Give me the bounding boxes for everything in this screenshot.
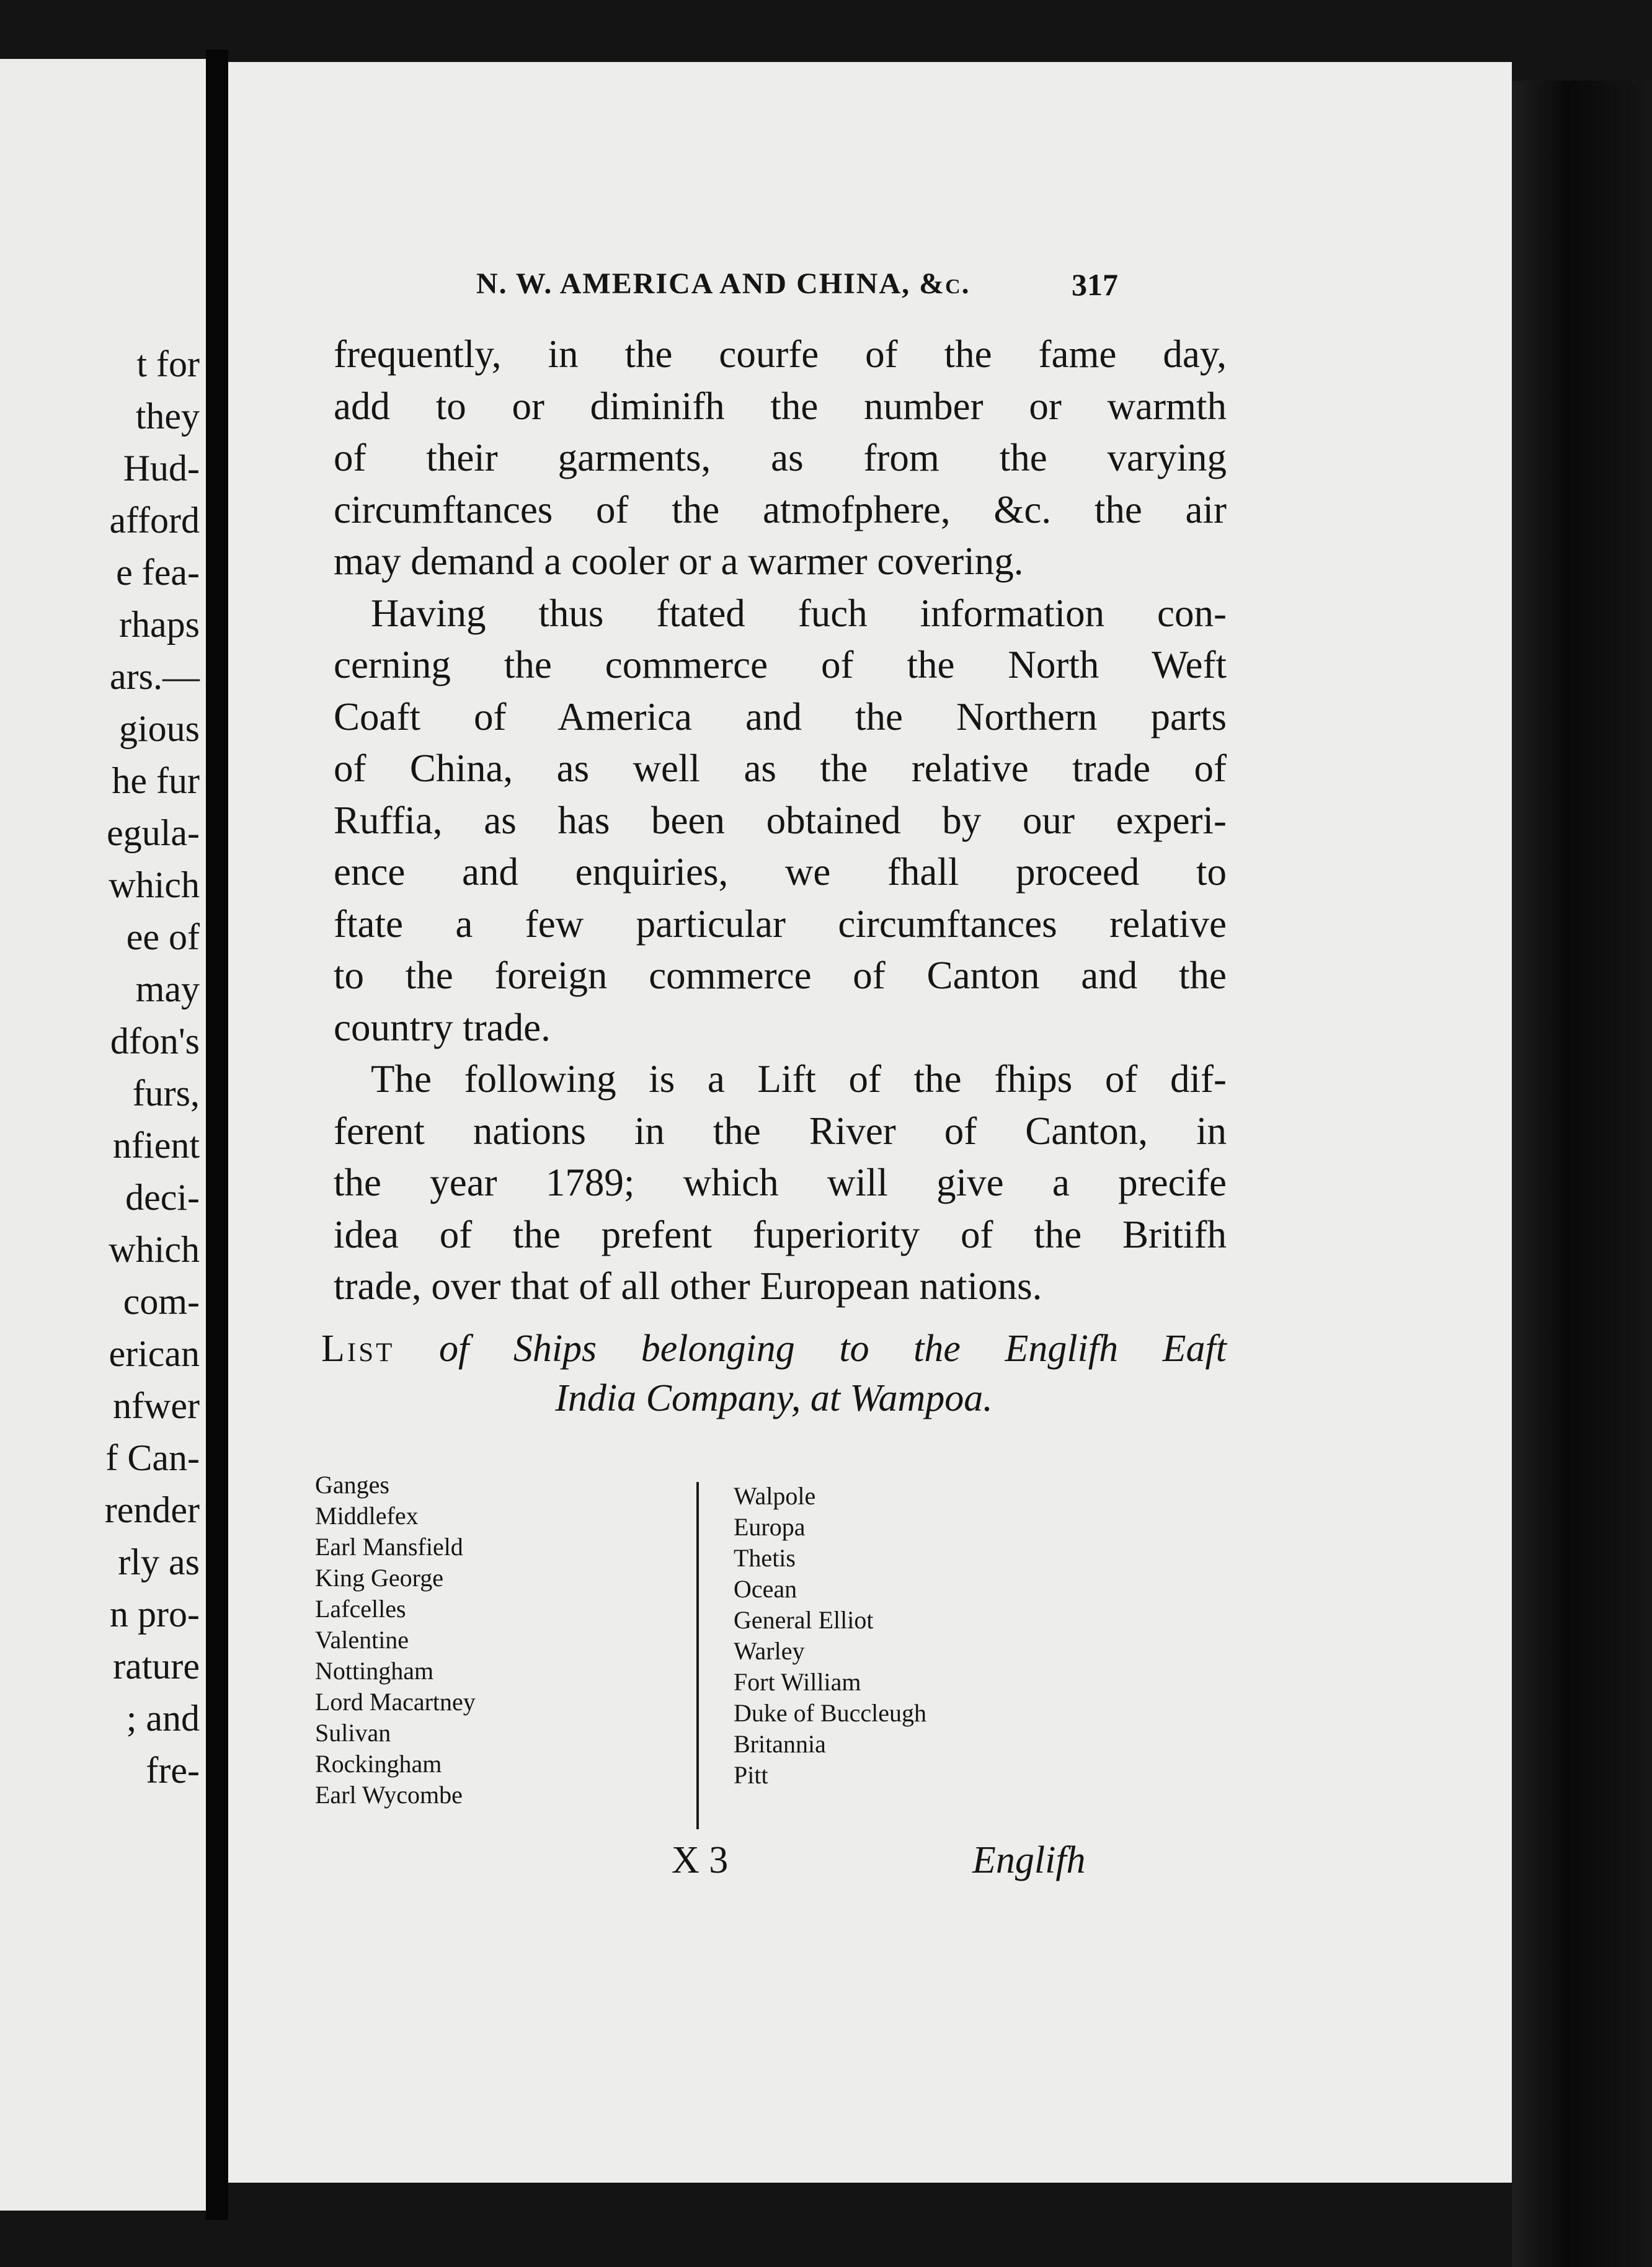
signature-mark: X 3 — [672, 1839, 729, 1881]
body-line: The following is a Lift of the fhips of dif- — [371, 1057, 1227, 1101]
page-edge-shadow — [1512, 81, 1652, 2267]
list-heading — [321, 1324, 1227, 1423]
left-page-line: f Can- — [105, 1437, 200, 1478]
body-line: of China, as well as the relative trade of — [334, 747, 1227, 790]
left-page-line: nfient — [113, 1125, 200, 1166]
body-line: circumftances of the atmofphere, &c. the air — [334, 487, 1227, 531]
ship-name: King George — [315, 1564, 443, 1592]
ship-name: Ganges — [315, 1471, 389, 1499]
left-page-line: which — [109, 864, 200, 905]
left-page-line: ee of — [126, 916, 200, 957]
body-line: country trade. — [334, 1005, 551, 1049]
left-page-line: ; and — [126, 1698, 200, 1739]
left-page-line: rly as — [118, 1542, 200, 1582]
ship-name: Britannia — [734, 1730, 826, 1758]
left-page-line: deci- — [125, 1177, 200, 1218]
body-line: trade, over that of all other European nations. — [334, 1264, 1042, 1308]
body-line: may demand a cooler or a warmer covering. — [334, 539, 1024, 583]
left-page-line: nfwer — [113, 1385, 200, 1426]
body-line: cerning the commerce of the North Weft — [334, 643, 1227, 686]
body-line: Having thus ftated fuch information con- — [371, 591, 1227, 635]
ship-name: Lafcelles — [315, 1595, 406, 1623]
left-page-line: fre- — [146, 1750, 200, 1791]
left-page-line: they — [135, 396, 200, 437]
ship-name: Fort William — [734, 1668, 861, 1696]
ship-name: Earl Wycombe — [315, 1781, 463, 1809]
ship-name: Nottingham — [315, 1657, 434, 1685]
ship-list-left — [315, 1470, 662, 1811]
ship-name: Sulivan — [315, 1719, 391, 1747]
body-line: ence and enquiries, we fhall proceed to — [334, 850, 1227, 894]
ship-name: Rockingham — [315, 1750, 442, 1778]
catchword: Englifh — [972, 1839, 1086, 1881]
left-page-line: gious — [118, 708, 200, 749]
left-page-fragment — [0, 59, 206, 2211]
ship-name: Lord Macartney — [315, 1688, 476, 1716]
ship-name: Thetis — [734, 1544, 796, 1572]
left-page-line: which — [109, 1229, 200, 1270]
body-text — [334, 329, 1227, 1313]
body-line: to the foreign commerce of Canton and the — [334, 954, 1227, 997]
ship-name: Duke of Buccleugh — [734, 1699, 927, 1727]
left-page-line: he fur — [112, 760, 200, 801]
ship-name: General Elliot — [734, 1606, 874, 1634]
left-page-line: furs, — [132, 1073, 200, 1114]
ship-name: Ocean — [734, 1575, 797, 1603]
list-heading-line-2: India Company, at Wampoa. — [555, 1377, 993, 1419]
left-page-line: may — [135, 969, 200, 1009]
left-page-line: erican — [109, 1333, 200, 1374]
left-page-line: n pro- — [110, 1594, 200, 1635]
body-line: add to or diminifh the number or warmth — [334, 384, 1227, 428]
body-line: ftate a few particular circumftances relative — [334, 902, 1227, 946]
left-page-line: Hud- — [123, 448, 200, 489]
left-page-line: e fea- — [116, 552, 200, 593]
body-line: Ruffia, as has been obtained by our experi- — [334, 798, 1227, 842]
ship-name: Pitt — [734, 1761, 768, 1789]
book-gutter — [206, 50, 228, 2220]
ship-name: Walpole — [734, 1482, 816, 1510]
ship-name: Middlefex — [315, 1502, 419, 1530]
body-line: frequently, in the courfe of the fame day, — [334, 332, 1227, 376]
page-number: 317 — [1072, 267, 1118, 302]
left-page-line: dfon's — [110, 1021, 200, 1062]
ship-name: Warley — [734, 1637, 805, 1665]
left-page-line: render — [104, 1489, 200, 1530]
list-heading-lead: List — [321, 1328, 395, 1370]
body-line: Coaft of America and the Northern parts — [334, 694, 1227, 739]
ship-name: Valentine — [315, 1626, 409, 1654]
body-line: idea of the prefent fuperiority of the Britifh — [334, 1212, 1227, 1256]
left-page-line: t for — [136, 344, 200, 384]
left-page-line: afford — [109, 500, 200, 541]
ship-list-right — [734, 1481, 1081, 1791]
ship-name: Earl Mansfield — [315, 1533, 463, 1561]
left-page-line: rature — [113, 1646, 200, 1687]
left-page-line: rhaps — [119, 604, 200, 645]
page-header — [228, 267, 1512, 322]
column-divider — [696, 1482, 699, 1829]
left-page-line: ars.— — [110, 656, 200, 697]
right-page — [228, 62, 1512, 2183]
body-line: ferent nations in the River of Canton, in — [334, 1109, 1227, 1153]
left-page-line: com- — [123, 1281, 200, 1322]
left-page-line: egula- — [107, 812, 200, 853]
ship-name: Europa — [734, 1513, 806, 1541]
body-line: the year 1789; which will give a precife — [334, 1161, 1227, 1204]
list-heading-line-1: of Ships belonging to the Englifh Eaft — [438, 1328, 1227, 1370]
body-line: of their garments, as from the varying — [334, 436, 1227, 479]
running-title: N. W. AMERICA AND CHINA, &c. — [476, 267, 970, 300]
